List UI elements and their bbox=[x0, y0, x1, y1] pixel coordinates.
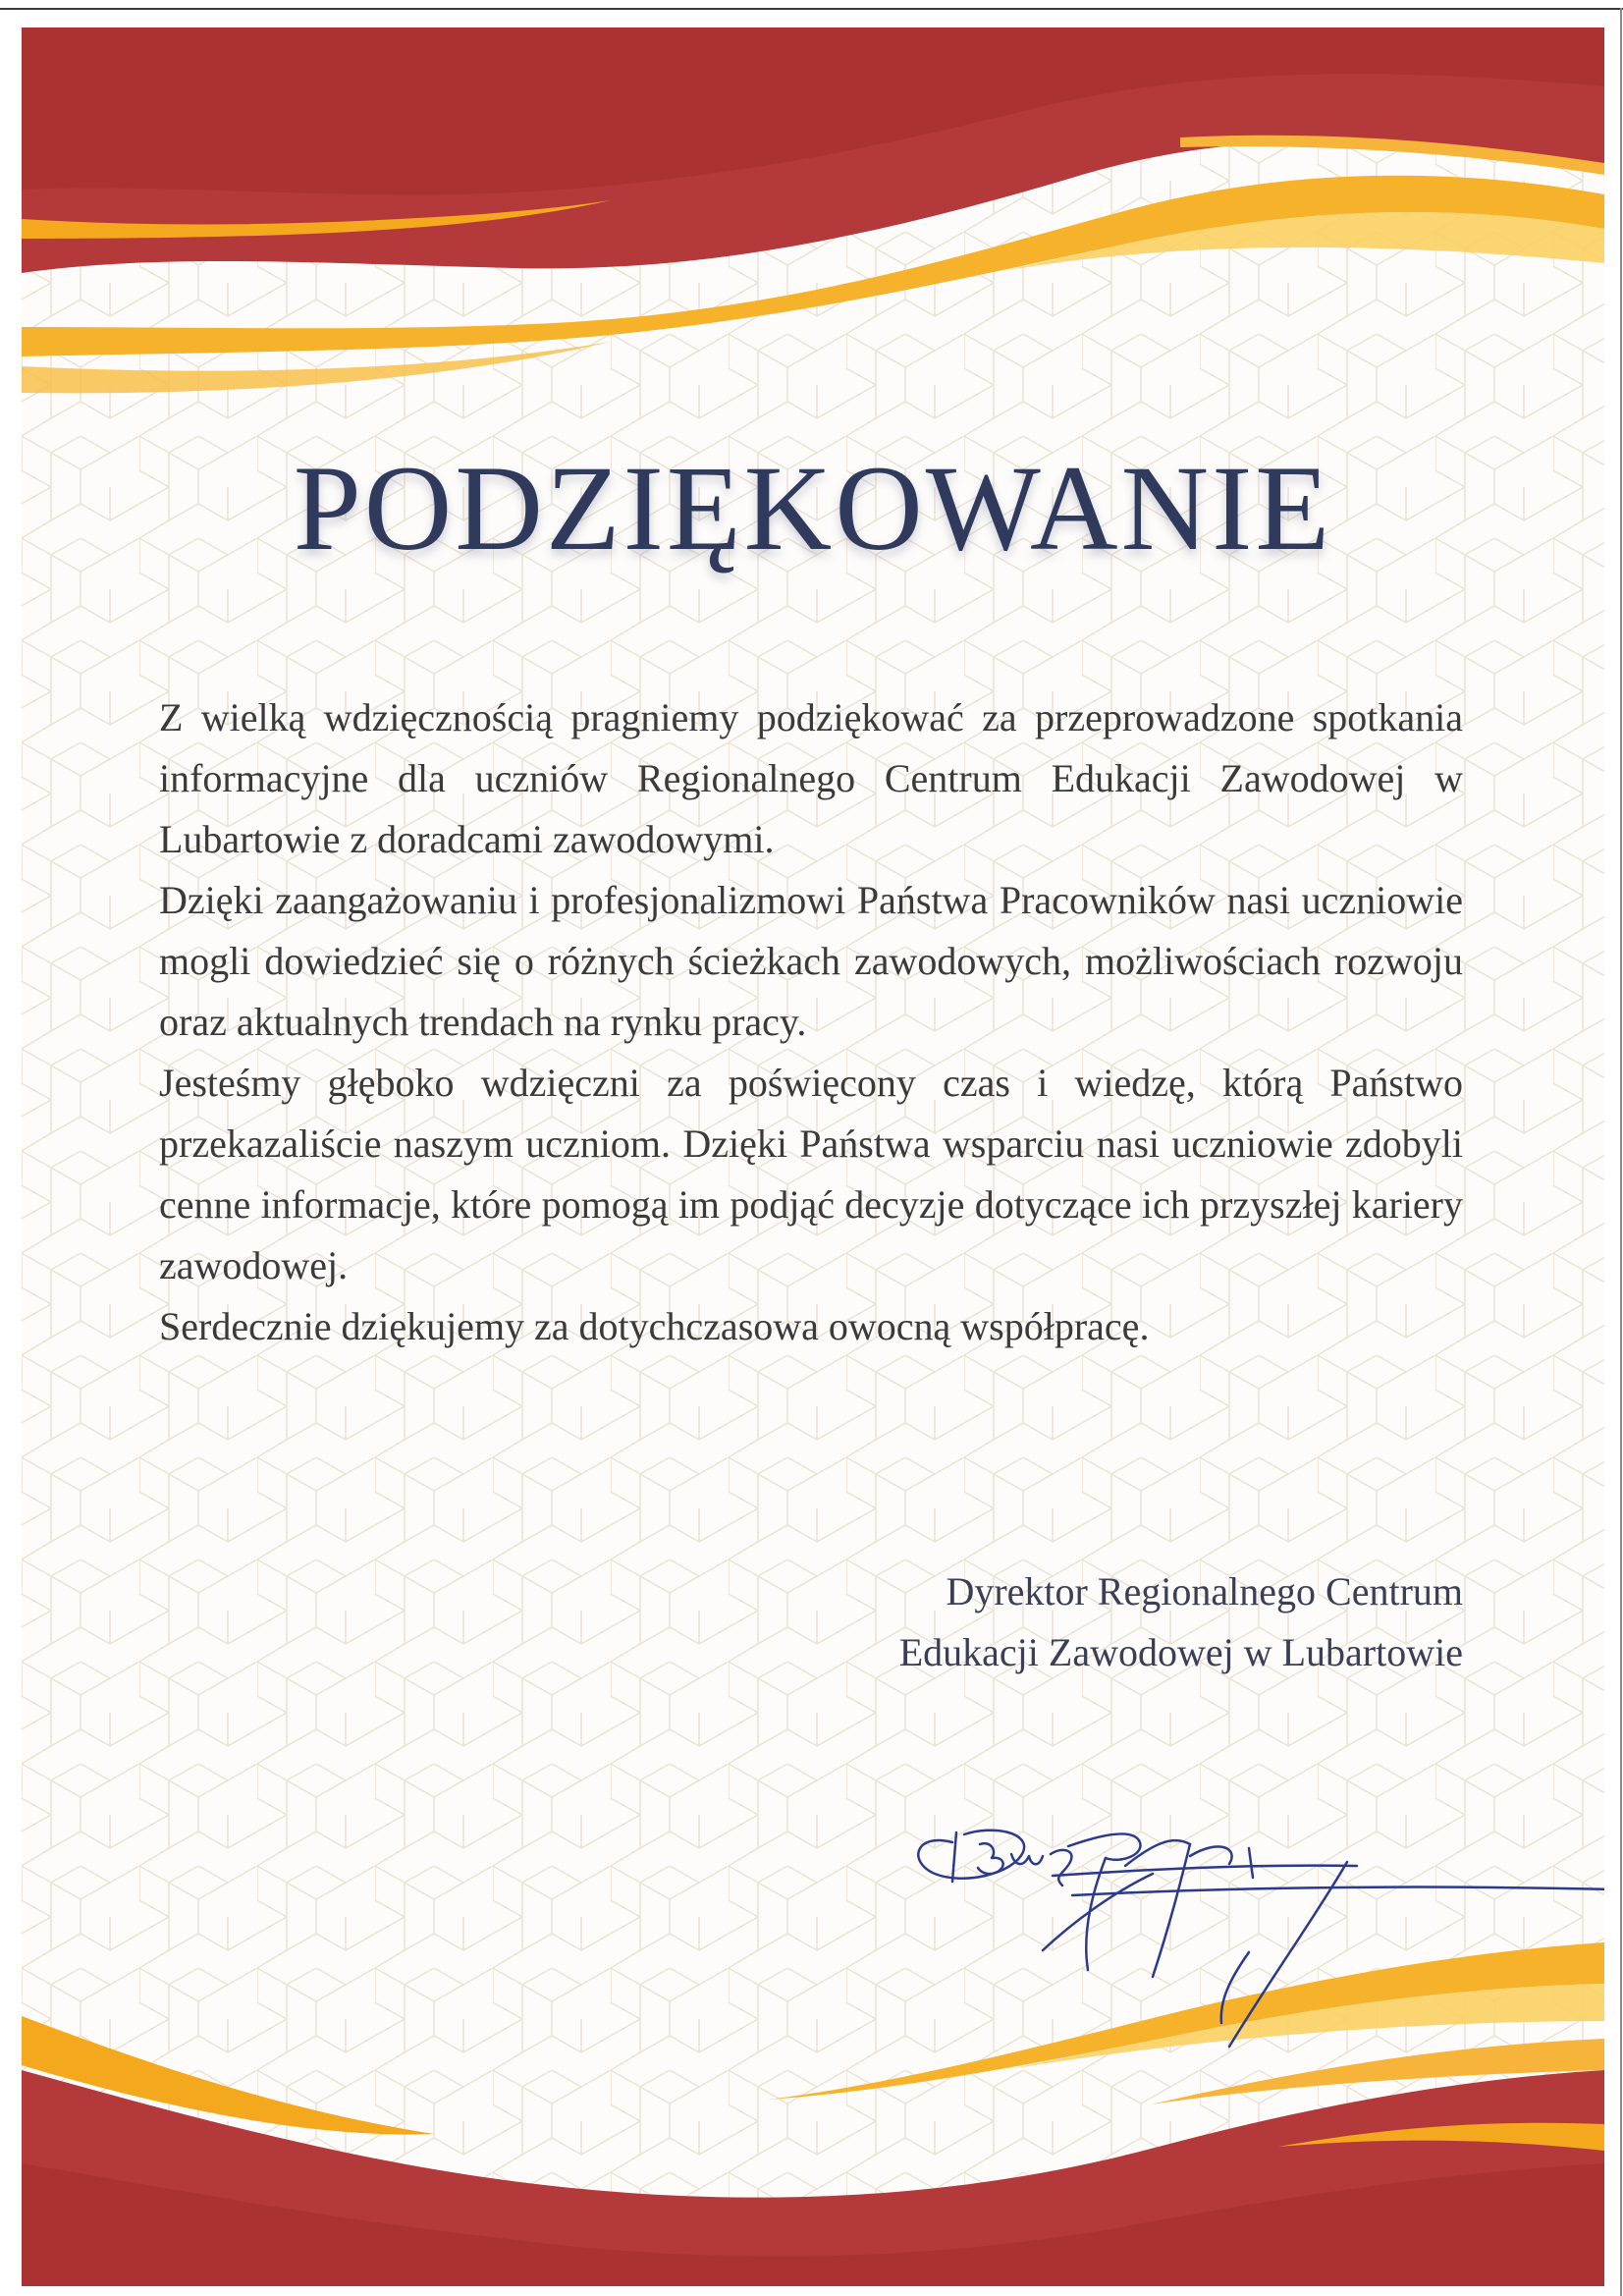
top-decorative-wave-band bbox=[22, 27, 1604, 440]
body-paragraph-3: Jesteśmy głęboko wdzięczni za poświęcony czas i wiedzę, którą Państwo przekazaliście naszym uczniom. Dzięki Państwa wsparciu nasi uczniowie zdobyli cenne informacje, które pomogą im podjąć decyzje dotyczące ich przyszłej kariery zawodowej. bbox=[159, 1061, 1463, 1287]
signatory-title bbox=[709, 1561, 1463, 1683]
handwritten-signature bbox=[895, 1805, 1604, 2060]
scan-top-edge-line bbox=[0, 8, 1623, 10]
body-paragraph-4: Serdecznie dziękujemy za dotychczasowa owocną współpracę. bbox=[159, 1304, 1150, 1348]
signatory-line-1: Dyrektor Regionalnego Centrum bbox=[946, 1569, 1463, 1613]
certificate-title: PODZIĘKOWANIE bbox=[293, 441, 1333, 575]
scan-right-edge-line bbox=[1620, 8, 1622, 2296]
body-paragraph-1: Z wielką wdzięcznością pragniemy podziękować za przeprowadzone spotkania informacyjne dla uczniów Regionalnego Centrum Edukacji Zawodowej w Lubartowie z doradcami zawodowymi. bbox=[159, 695, 1463, 861]
body-paragraph-2: Dzięki zaangażowaniu i profesjonalizmowi Państwa Pracowników nasi uczniowie mogli dowiedzieć się o różnych ścieżkach zawodowych, możliwościach rozwoju oraz aktualnych trendach na rynku pracy. bbox=[159, 878, 1463, 1044]
signatory-line-2: Edukacji Zawodowej w Lubartowie bbox=[898, 1630, 1463, 1674]
certificate-sheet bbox=[22, 27, 1604, 2286]
letter-body bbox=[159, 687, 1463, 1357]
